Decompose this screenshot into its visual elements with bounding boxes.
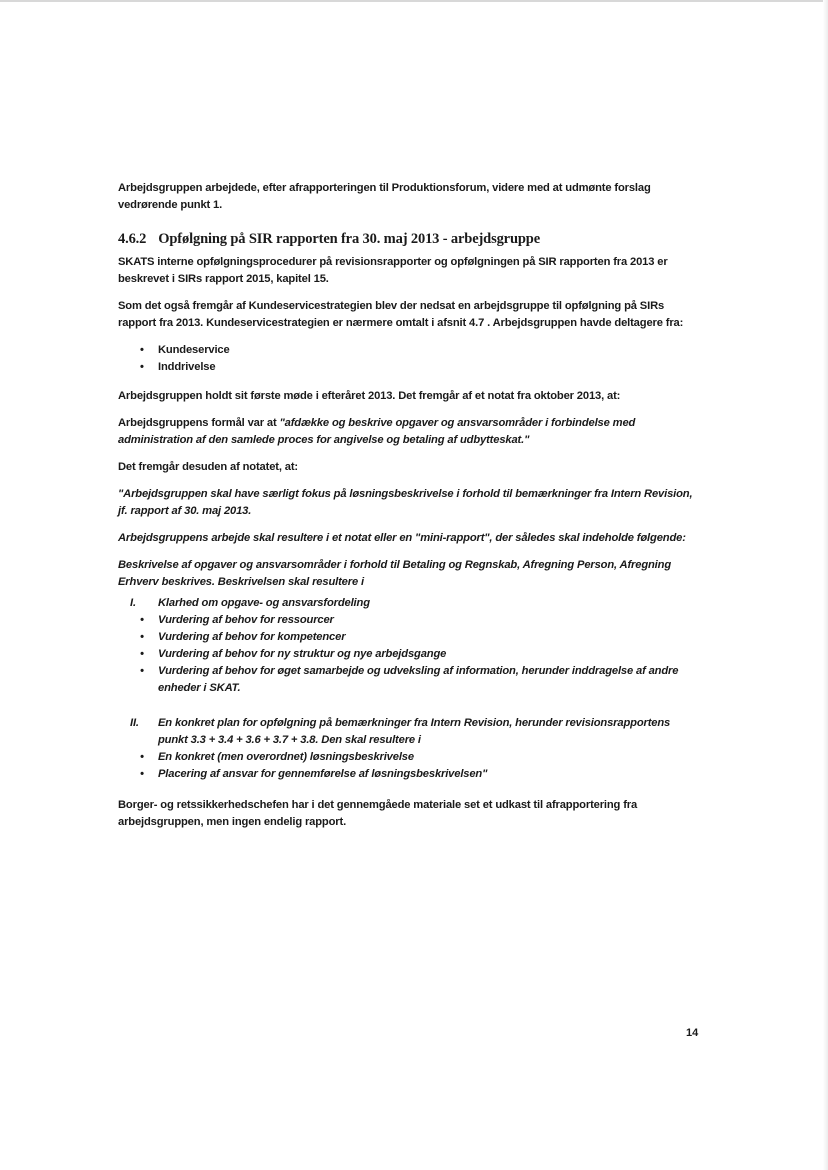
bullet-icon: • (140, 665, 144, 677)
section-title: Opfølgning på SIR rapporten fra 30. maj 2013 - arbejdsgruppe (158, 231, 540, 247)
roman-numeral: II. (130, 717, 139, 729)
participants-list (118, 342, 696, 376)
list-item: • Kundeservice (118, 342, 696, 359)
list-item: • Vurdering af behov for ny struktur og nye arbejdsgange (118, 646, 696, 663)
paragraph-internal-procedures: SKATS interne opfølgningsprocedurer på revisionsrapporter og opfølgningen på SIR rapporten fra 2013 er beskrevet i SIRs rapport 2015, kapitel 15. (118, 256, 668, 285)
page-number: 14 (686, 1027, 699, 1039)
quote-focus: "Arbejdsgruppen skal have særligt fokus på løsningsbeskrivelse i forhold til bemærkninger fra Intern Revision, jf. rapport af 30. maj 2013. (118, 488, 693, 517)
bullet-icon: • (140, 344, 144, 356)
item-1-bullets (118, 612, 696, 697)
quote-description: Beskrivelse af opgaver og ansvarsområder i forhold til Betaling og Regnskab, Afregning Person, Afregning Erhverv beskrives. Beskrivelsen skal resultere i (118, 559, 672, 588)
list-item: • Vurdering af behov for øget samarbejde og udveksling af information, herunder inddragelse af andre enheder i SKAT. (140, 665, 679, 694)
list-item: • Inddrivelse (118, 359, 696, 376)
section-number: 4.6.2 (118, 231, 147, 247)
bullet-icon: • (140, 751, 144, 763)
numbered-item-2: II. En konkret plan for opfølgning på bemærkninger fra Intern Revision, herunder revisionsrapportens punkt 3.3 + 3.4 + 3.6 + 3.7 + 3.8. Den skal resultere i (130, 717, 671, 746)
paragraph-first-meeting: Arbejdsgruppen holdt sit første møde i efteråret 2013. Det fremgår af et notat fra oktober 2013, at: (118, 390, 621, 402)
bullet-icon: • (140, 648, 144, 660)
roman-numeral: I. (130, 597, 136, 609)
paragraph-note: Det fremgår desuden af notatet, at: (118, 461, 298, 473)
bullet-icon: • (140, 631, 144, 643)
list-item: • Vurdering af behov for ressourcer (118, 612, 696, 629)
numbered-item-1: I. Klarhed om opgave- og ansvarsfordeling (118, 595, 696, 612)
section-heading (118, 230, 696, 248)
document-body (118, 180, 696, 841)
bullet-icon: • (140, 361, 144, 373)
paragraph-purpose: Arbejdsgruppens formål var at "afdække og beskrive opgaver og ansvarsområder i forbindelse med administration af den samlede proces for angivelse og betaling af udbytteskat." (118, 417, 636, 446)
page-shadow (823, 0, 828, 1170)
intro-paragraph: Arbejdsgruppen arbejdede, efter afrapporteringen til Produktionsforum, videre med at udmønte forslag vedrørende punkt 1. (118, 182, 651, 211)
paragraph-working-group: Som det også fremgår af Kundeservicestrategien blev der nedsat en arbejdsgruppe til opfølgning på SIRs rapport fra 2013. Kundeservicestrategien er nærmere omtalt i afsnit 4.7 . Arbejdsgruppen havde deltagere fra: (118, 300, 684, 329)
list-item: • En konkret (men overordnet) løsningsbeskrivelse (118, 749, 696, 766)
page-edge (0, 0, 828, 2)
purpose-quote: "afdække og beskrive opgaver og ansvarsområder i forbindelse med administration af den samlede proces for angivelse og betaling af udbytteskat." (118, 417, 636, 446)
paragraph-closing: Borger- og retssikkerhedschefen har i det gennemgåede materiale set et udkast til afrapportering fra arbejdsgruppen, men ingen endelig rapport. (118, 799, 638, 828)
list-item: • Placering af ansvar for gennemførelse af løsningsbeskrivelsen" (118, 766, 696, 783)
bullet-icon: • (140, 768, 144, 780)
quote-mini-report: Arbejdsgruppens arbejde skal resultere i et notat eller en "mini-rapport", der således skal indeholde følgende: (118, 532, 686, 544)
item-2-bullets (118, 749, 696, 783)
list-item: • Vurdering af behov for kompetencer (118, 629, 696, 646)
bullet-icon: • (140, 614, 144, 626)
